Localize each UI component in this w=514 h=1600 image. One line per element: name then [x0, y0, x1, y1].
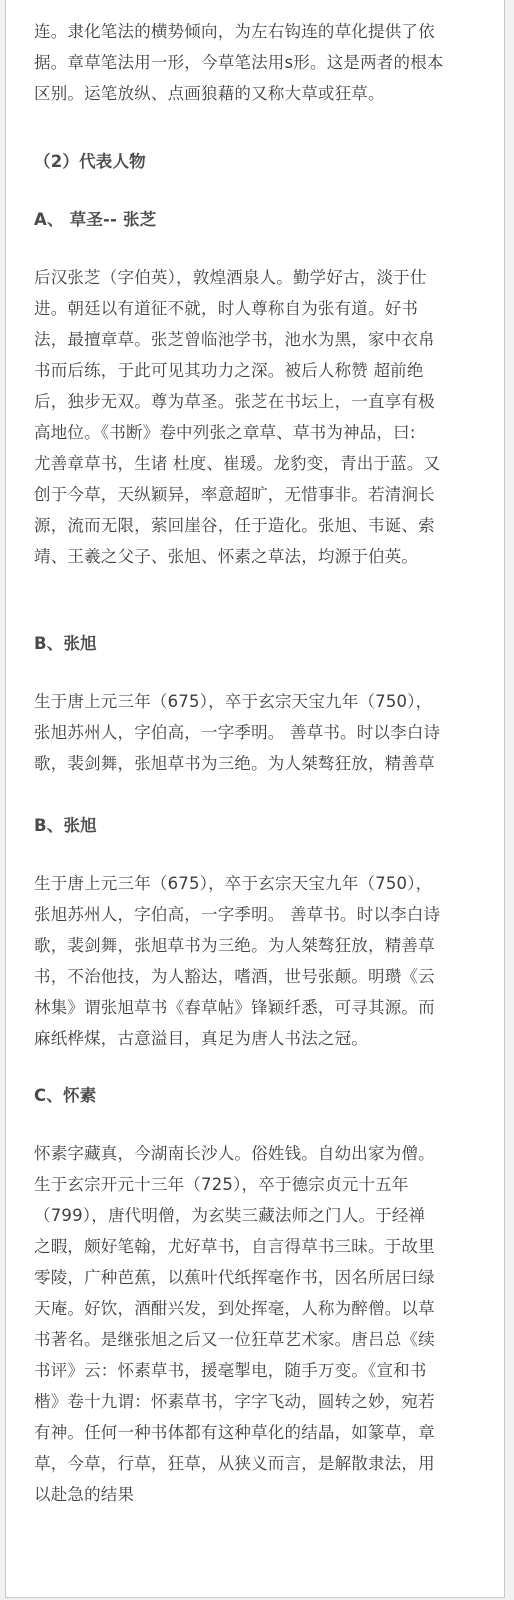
text-line: 高地位。《书断》卷中列张之章草、草书为神品，曰: [34, 423, 416, 442]
text-line: 以赴急的结果 [34, 1485, 135, 1504]
paragraph-a [34, 262, 486, 572]
text-line: 麻纸桦煤，古意溢目，真足为唐人书法之冠。 [34, 1029, 368, 1048]
text-line: 草，今草，行草，狂草，从狭义而言，是解散隶法，用 [34, 1454, 435, 1473]
text-line: 据。章草笔法用一形，今草笔法用s形。这是两者的根本 [34, 53, 444, 72]
heading-a: A、 草圣-- 张芝 [34, 210, 157, 229]
text-line: 进。朝廷以有道征不就，时人尊称自为张有道。好书 [34, 299, 419, 318]
text-line: 书评》云：怀素草书，援毫掣电，随手万变。《宣和书 [34, 1361, 427, 1380]
paragraph-b-first [34, 686, 486, 779]
text-line: 有神。任何一种书体都有这种草化的结晶，如篆草，章 [34, 1423, 435, 1442]
paragraph-c [34, 1138, 486, 1510]
text-line: 连。隶化笔法的横势倾向，为左右钩连的草化提供了依 [34, 22, 435, 41]
text-line: 之暇，颇好笔翰，尤好草书，自言得草书三昧。于故里 [34, 1237, 435, 1256]
text-line: 后汉张芝（字伯英），敦煌酒泉人。勤学好古，淡于仕 [34, 268, 427, 287]
heading-c: C、怀素 [34, 1086, 97, 1105]
heading-b-second: B、张旭 [34, 816, 97, 835]
text-line: 歌，裴剑舞，张旭草书为三绝。为人桀骜狂放，精善草 [34, 754, 435, 773]
intro-paragraph [34, 16, 486, 109]
text-line: 零陵，广种芭蕉，以蕉叶代纸挥毫作书，因名所居曰绿 [34, 1268, 435, 1287]
text-line: 张旭苏州人，字伯高，一字季明。 善草书。时以李白诗 [34, 723, 441, 742]
text-line: 后，独步无双。尊为草圣。张芝在书坛上，一直享有极 [34, 392, 435, 411]
text-line: 书而后练，于此可见其功力之深。被后人称赞 超前绝 [34, 361, 424, 380]
text-line: （799），唐代明僧，为玄奘三藏法师之门人。于经禅 [34, 1206, 426, 1225]
text-line: 生于唐上元三年（675），卒于玄宗天宝九年（750）， [34, 874, 433, 893]
text-line: 歌，裴剑舞，张旭草书为三绝。为人桀骜狂放，精善草 [34, 936, 435, 955]
text-line: 法，最擅章草。张芝曾临池学书，池水为黑，家中衣帛 [34, 330, 435, 349]
text-line: 创于今草，天纵颖异，率意超旷，无惜事非。若清涧长 [34, 485, 435, 504]
text-line: 靖、王羲之父子、张旭、怀素之草法，均源于伯英。 [34, 547, 419, 566]
text-line: 怀素字藏真，今湖南长沙人。俗姓钱。自幼出家为僧。 [34, 1144, 435, 1163]
section-title: （2）代表人物 [34, 152, 146, 171]
text-line: 书著名。是继张旭之后又一位狂草艺术家。唐吕总《续 [34, 1330, 435, 1349]
text-line: 楷》卷十九谓：怀素草书，字字飞动，圆转之妙，宛若 [34, 1392, 435, 1411]
text-line: 源，流而无限，萦回崖谷，任于造化。张旭、韦诞、索 [34, 516, 435, 535]
text-line: 张旭苏州人，字伯高，一字季明。 善草书。时以李白诗 [34, 905, 441, 924]
text-line: 书，不治他技，为人豁达，嗜酒，世号张颠。明瓒《云 [34, 967, 435, 986]
text-line: 天庵。好饮，酒酣兴发，到处挥毫，人称为醉僧。以草 [34, 1299, 435, 1318]
paragraph-b-second [34, 868, 486, 1054]
heading-b-first: B、张旭 [34, 634, 97, 653]
article-frame [5, 0, 505, 1598]
text-line: 生于唐上元三年（675），卒于玄宗天宝九年（750）， [34, 692, 433, 711]
text-line: 林集》谓张旭草书《春草帖》锋颖纤悉，可寻其源。而 [34, 998, 435, 1017]
text-line: 区别。运笔放纵、点画狼藉的又称大草或狂草。 [34, 84, 385, 103]
text-line: 尤善章草书，生诸 杜度、崔瑗。龙豹变，青出于蓝。又 [34, 454, 441, 473]
text-line: 生于玄宗开元十三年（725），卒于德宗贞元十五年 [34, 1175, 409, 1194]
